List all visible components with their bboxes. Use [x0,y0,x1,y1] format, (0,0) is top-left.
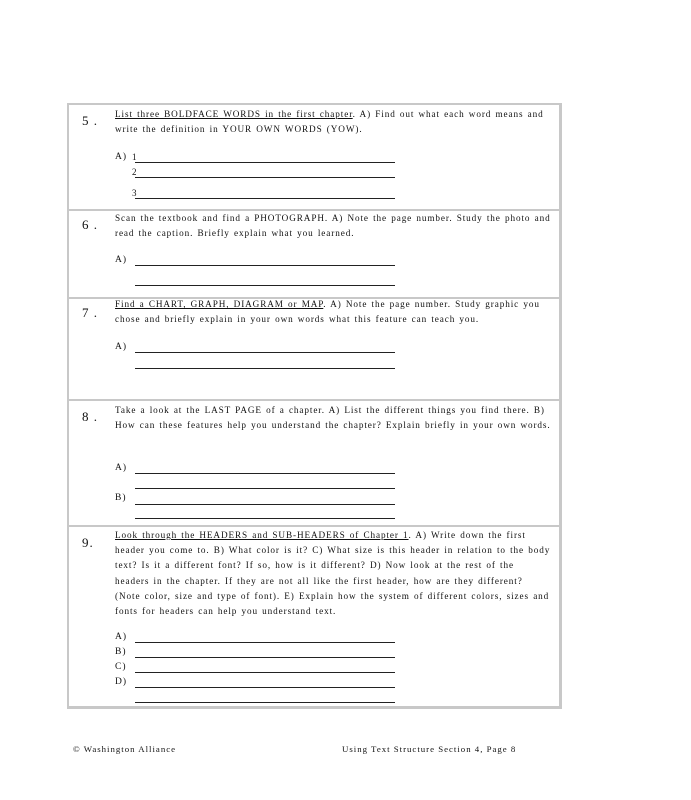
question-text [115,107,551,137]
answer-line[interactable] [135,162,395,163]
answer-line[interactable] [135,702,395,703]
answer-line[interactable] [135,687,395,688]
question-number: 6 . [82,217,98,232]
answer-label-a: A) [115,255,128,265]
answer-label-b: B) [115,647,127,657]
question-row-6 [69,209,559,299]
answer-line[interactable] [135,177,395,178]
question-text: Scan the textbook and find a PHOTOGRAPH. A) Note the page number. Study the photo and read the caption. Briefly explain what you learned. [115,213,551,239]
sub-number-3: 3 [132,188,137,198]
answer-line[interactable] [135,642,395,643]
question-rest-text: . A) Note the page number. Study graphic you chose and briefly explain in your own words what this feature can teach you. [115,299,540,325]
answer-line[interactable] [135,488,395,489]
question-rest-text: . A) Find out what each word means and write the definition in YOUR OWN WORDS (YOW). [115,109,544,135]
question-row-9 [69,525,559,709]
answer-label-c: C) [115,662,127,672]
answer-line[interactable] [135,672,395,673]
sub-number-2: 2 [132,167,137,177]
question-link-text: Find a CHART, GRAPH, DIAGRAM or MAP [115,299,324,309]
answer-label-a: A) [115,342,128,352]
answer-line[interactable] [135,504,395,505]
worksheet-table [67,103,562,709]
question-rest-text: . A) Write down the first header you come to. B) What color is it? C) What size is this header in relation to the body text? Is it a different font? If so, how is it different? D) Now look at the rest of the headers in the chapter. If they are not all like the first header, how are they different? (Note color, size and type of font). E) Explain how the system of different colors, sizes and fonts for headers can help you understand text. [115,530,551,617]
answer-line[interactable] [135,473,395,474]
question-row-5 [69,105,559,211]
answer-label-a: A) [115,152,128,162]
answer-line[interactable] [135,198,395,199]
question-text [115,528,551,619]
question-row-8 [69,399,559,527]
answer-label-b: B) [115,493,127,503]
question-text [115,297,551,327]
question-number: 7 . [82,305,98,320]
answer-line[interactable] [135,518,395,519]
answer-line[interactable] [135,657,395,658]
question-number: 5 . [82,113,98,128]
answer-label-a: A) [115,463,128,473]
answer-line[interactable] [135,368,395,369]
question-link-text: Look through the HEADERS and SUB-HEADERS of Chapter 1 [115,530,409,540]
question-number: 9. [82,535,94,550]
question-number: 8 . [82,409,98,424]
question-link-text: List three BOLDFACE WORDS in the first chapter [115,109,353,119]
question-text: Take a look at the LAST PAGE of a chapter. A) List the different things you find there. B) How can these features help you understand the chapter? Explain briefly in your own words. [115,405,551,431]
answer-label-d: D) [115,677,128,687]
question-row-7 [69,297,559,401]
answer-label-a: A) [115,632,128,642]
footer-copyright: © Washington Alliance [73,744,177,754]
sub-number-1: 1 [132,152,137,162]
footer-page-info: Using Text Structure Section 4, Page 8 [342,744,517,754]
answer-line[interactable] [135,285,395,286]
answer-line[interactable] [135,265,395,266]
answer-line[interactable] [135,352,395,353]
